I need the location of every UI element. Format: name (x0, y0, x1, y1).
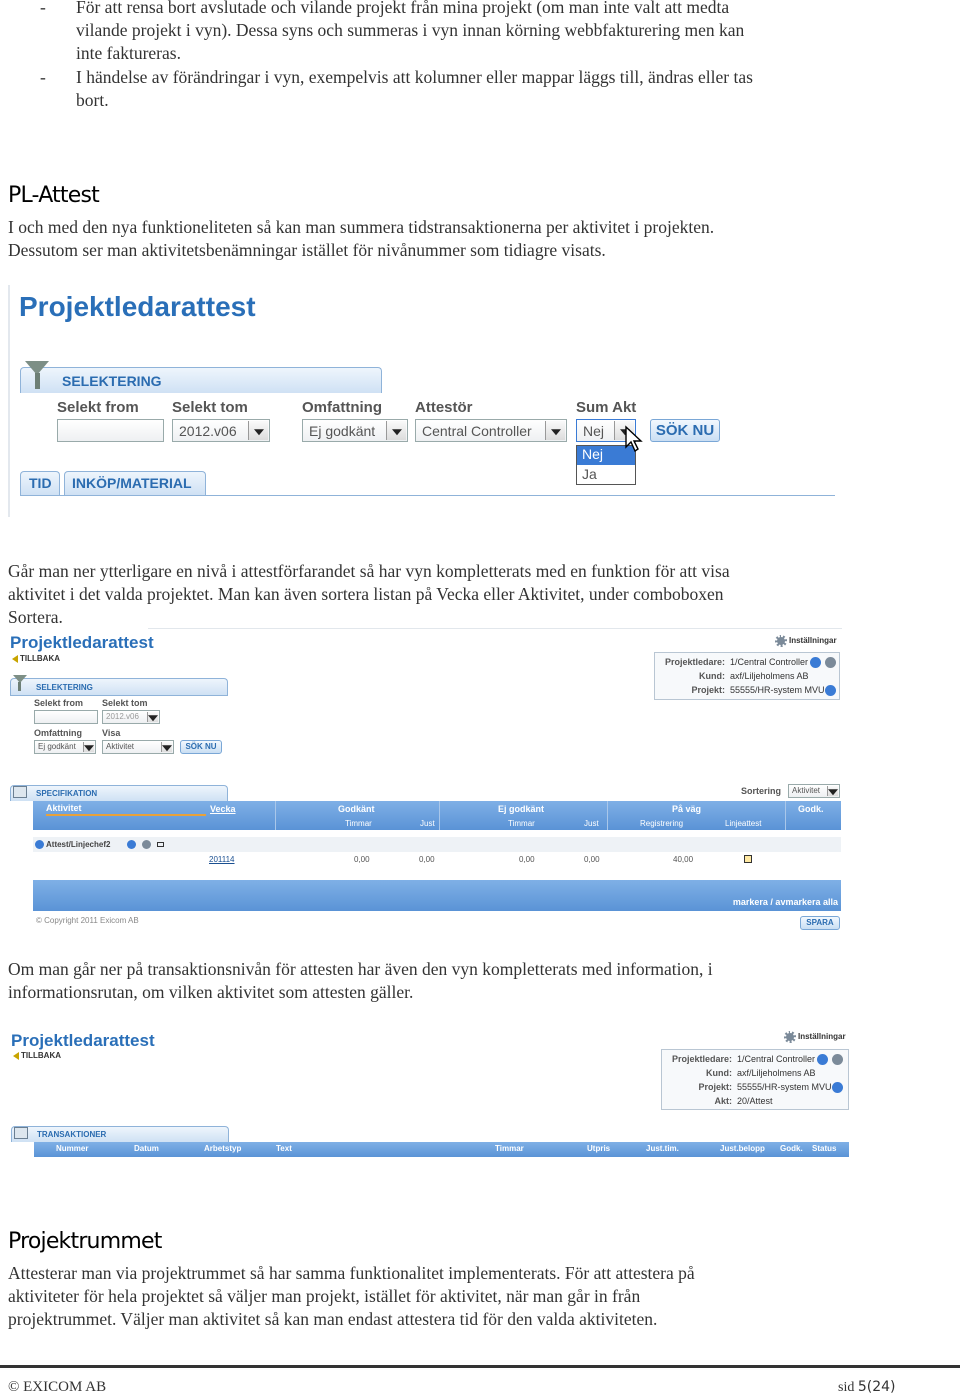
edit-icon[interactable] (744, 855, 752, 863)
paragraph-line: Går man ner ytterligare en nivå i attestförfarandet så har vyn kompletterats med en funktion för att visa (8, 561, 730, 581)
label-selekt-tom: Selekt tom (102, 698, 148, 708)
dropdown-option-nej[interactable]: Nej (577, 446, 635, 465)
settings-link[interactable]: Inställningar (798, 1032, 846, 1041)
info-value: 55555/HR-system MVU (737, 1082, 832, 1092)
row-value: 0,00 (419, 855, 435, 864)
col-nummer[interactable]: Nummer (56, 1144, 89, 1153)
spec-tab-label: SPECIFIKATION (36, 789, 98, 798)
row-value: 0,00 (354, 855, 370, 864)
info-icon[interactable] (832, 1082, 843, 1093)
mail-icon[interactable] (825, 657, 836, 668)
label-omfattning: Omfattning (34, 728, 82, 738)
info-label: Kund: (706, 1068, 732, 1078)
table-icon (13, 786, 27, 798)
col-ej-godkant: Ej godkänt (498, 804, 545, 814)
chevron-down-icon (161, 742, 172, 752)
screenshot-pl-attest (8, 285, 838, 517)
info-value: 1/Central Controller (737, 1054, 816, 1064)
settings-link[interactable]: Inställningar (789, 636, 837, 645)
table-icon (14, 1127, 28, 1139)
selection-tab (10, 678, 228, 695)
screenshot-transaktioner (8, 1024, 850, 1162)
col-godkant: Godkänt (338, 804, 375, 814)
info-value: 55555/HR-system MVU (730, 685, 825, 695)
tab-inkop-material[interactable] (64, 471, 206, 495)
paragraph-line: Attesterar man via projektrummet så har samma funktionalitet implementerats. För att attestera på (8, 1263, 695, 1283)
tab-baseline (20, 495, 835, 496)
frame-edge (8, 285, 10, 517)
label-attestor: Attestör (415, 399, 473, 416)
footer-page-prefix: sid (838, 1380, 855, 1395)
sort-label: Sortering (741, 786, 782, 796)
back-arrow-icon (13, 1052, 19, 1060)
selekt-from-input[interactable] (34, 710, 98, 724)
label-selekt-from: Selekt from (57, 399, 139, 416)
subcol-just: Just (584, 819, 599, 828)
info-label: Projektledare: (671, 1054, 732, 1064)
bullet1-line3: inte faktureras. (76, 43, 181, 63)
phone-icon[interactable] (817, 1054, 828, 1065)
col-datum[interactable]: Datum (134, 1144, 159, 1153)
subcol-linjeattest: Linjeattest (725, 819, 762, 828)
section-heading: PL-Attest (8, 183, 99, 208)
info-icon[interactable] (825, 685, 836, 696)
footer-page (838, 1379, 896, 1396)
selekt-from-input[interactable] (57, 419, 164, 442)
col-utpris[interactable]: Utpris (587, 1144, 611, 1153)
selekt-tom-value: 2012.v06 (106, 712, 139, 721)
phone-icon[interactable] (810, 657, 821, 668)
dropdown-option-ja[interactable]: Ja (582, 466, 597, 482)
mail-icon[interactable] (142, 840, 151, 849)
col-arbetstyp[interactable]: Arbetstyp (204, 1144, 242, 1153)
table-row[interactable] (33, 852, 841, 868)
info-box (654, 652, 840, 700)
info-label: Projekt: (698, 1082, 732, 1092)
col-divider (607, 801, 608, 830)
chevron-down-icon (827, 786, 838, 796)
chevron-down-icon (83, 742, 94, 752)
footer-page-number: 5(24) (857, 1379, 896, 1395)
subcol-timmar: Timmar (345, 819, 372, 828)
chevron-down-icon (248, 421, 268, 440)
paragraph-line: Dessutom ser man aktivitetsbenämningar istället för nivånummer som tidiagre visats. (8, 240, 606, 260)
col-divider (439, 801, 440, 830)
paragraph-line: I och med den nya funktioneliteten så kan man summera tidstransaktionerna per aktivitet i projekten. (8, 217, 715, 237)
info-value: axf/Liljeholmens AB (737, 1068, 816, 1078)
mail-icon[interactable] (832, 1054, 843, 1065)
info-label: Projekt: (691, 685, 725, 695)
paragraph-line: Sortera. (8, 607, 63, 627)
attestor-select[interactable] (415, 419, 567, 442)
subcol-registrering: Registrering (640, 819, 684, 828)
omfattning-value: Ej godkänt (309, 423, 376, 439)
selekt-tom-select[interactable] (172, 419, 270, 442)
info-label: Akt: (714, 1096, 732, 1106)
back-arrow-icon (12, 655, 18, 663)
visa-value: Aktivitet (106, 742, 135, 751)
subcol-just: Just (420, 819, 435, 828)
selection-tab (20, 367, 382, 393)
phone-icon[interactable] (127, 840, 136, 849)
spec-tab (10, 785, 228, 801)
page-title: Projektledarattest (10, 633, 154, 652)
col-vecka[interactable]: Vecka (210, 804, 236, 814)
paragraph-line: Om man går ner på transaktionsnivån för attesten har även den vyn kompletterats med information, i (8, 959, 713, 979)
info-icon (35, 840, 44, 849)
page-title: Projektledarattest (19, 291, 256, 322)
selection-rule (10, 695, 228, 696)
col-just-tim[interactable]: Just.tim. (646, 1144, 679, 1153)
copyright: © Copyright 2011 Exicom AB (36, 916, 139, 925)
paragraph-line: informationsrutan, om vilken aktivitet som attesten gäller. (8, 982, 414, 1002)
search-button[interactable]: SÖK NU (650, 419, 720, 442)
info-value: 20/Attest (737, 1096, 773, 1106)
selection-tab-label: SELEKTERING (36, 683, 93, 692)
back-link[interactable]: TILLBAKA (20, 654, 60, 663)
sort-indicator (46, 814, 206, 816)
info-value: axf/Liljeholmens AB (730, 671, 809, 681)
transactions-header (34, 1142, 849, 1157)
col-divider (785, 801, 786, 830)
col-pa-vag: På väg (672, 804, 702, 814)
paragraph-line: aktivitet i det valda projektet. Man kan även sortera listan på Vecka eller Aktivitet, under comboboxen (8, 584, 724, 604)
info-value: 1/Central Controller (730, 657, 809, 667)
paragraph-line: aktiviteter för hela projektet så väljer man projekt, istället för aktivitet, när man går in från (8, 1286, 641, 1306)
sort-value: Aktivitet (792, 786, 821, 795)
group-label: Attest/Linjechef2 (46, 840, 111, 849)
row-value: 40,00 (673, 855, 694, 864)
attestor-value: Central Controller (422, 423, 532, 439)
back-link[interactable]: TILLBAKA (21, 1051, 61, 1060)
omfattning-value: Ej godkänt (38, 742, 76, 751)
label-visa: Visa (102, 728, 121, 738)
transactions-tab (11, 1126, 229, 1142)
tab-tid-label: TID (29, 475, 52, 491)
expand-icon[interactable] (157, 842, 164, 847)
tab-inkop-label: INKÖP/MATERIAL (72, 475, 192, 491)
save-button[interactable]: SPARA (800, 916, 840, 930)
sum-akt-value: Nej (583, 423, 605, 439)
selekt-tom-select[interactable] (102, 710, 160, 724)
col-godk[interactable]: Godk. (780, 1144, 803, 1153)
bullet2-line1: I händelse av förändringar i vyn, exempelvis att kolumner eller mappar läggs till, ändras eller tas (76, 67, 753, 87)
search-button[interactable]: SÖK NU (180, 740, 222, 754)
table-footer-bar (33, 880, 841, 911)
bullet2-line2: bort. (76, 90, 109, 110)
transactions-tab-label: TRANSAKTIONER (37, 1130, 107, 1139)
paragraph-line: projektrummet. Väljer man aktivitet så kan man endast attestera tid för den valda aktiviteten. (8, 1309, 658, 1329)
gear-icon (775, 635, 787, 647)
row-value: 0,00 (519, 855, 535, 864)
bullet1-line2: vilande projekt i vyn). Dessa syns och summeras i vyn innan körning webbfakturering men kan (76, 20, 745, 40)
chevron-down-icon (545, 421, 565, 440)
footer-company: © EXICOM AB (8, 1379, 107, 1395)
gear-icon (784, 1031, 796, 1043)
tab-tid[interactable] (20, 471, 60, 495)
label-sum-akt: Sum Akt (576, 399, 637, 416)
chevron-down-icon (386, 421, 406, 440)
subcol-timmar: Timmar (508, 819, 535, 828)
chevron-down-icon (147, 712, 158, 722)
label-selekt-from: Selekt from (34, 698, 84, 708)
info-label: Projektledare: (664, 657, 725, 667)
cursor-icon (624, 425, 644, 453)
omfattning-select[interactable] (302, 419, 408, 442)
col-aktivitet[interactable]: Aktivitet (46, 803, 82, 813)
info-box (661, 1049, 849, 1110)
col-divider (275, 801, 276, 830)
col-timmar[interactable]: Timmar (495, 1144, 524, 1153)
omfattning-select[interactable] (34, 740, 96, 754)
visa-select[interactable] (102, 740, 174, 754)
row-value: 0,00 (584, 855, 600, 864)
row-vecka[interactable]: 201114 (209, 855, 235, 864)
screenshot-aktivitet-view (8, 628, 842, 934)
col-status[interactable]: Status (812, 1144, 837, 1153)
selekt-tom-value: 2012.v06 (179, 423, 237, 439)
section-heading: Projektrummet (8, 1229, 162, 1254)
top-rule (148, 628, 842, 629)
selection-tab-label: SELEKTERING (62, 373, 162, 389)
info-label: Kund: (699, 671, 725, 681)
page-title: Projektledarattest (11, 1031, 155, 1050)
bullet-dash: - (40, 67, 46, 87)
sort-select[interactable] (788, 784, 840, 798)
bullet1-line1: För att rensa bort avslutade och vilande projekt från mina projekt (om man inte valt att medta (76, 0, 730, 17)
toggle-all-link[interactable]: markera / avmarkera alla (732, 897, 838, 907)
col-text[interactable]: Text (276, 1144, 292, 1153)
spec-table-header (33, 801, 841, 830)
col-godk: Godk. (798, 804, 824, 814)
label-omfattning: Omfattning (302, 399, 382, 416)
col-just-belopp[interactable]: Just.belopp (720, 1144, 765, 1153)
label-selekt-tom: Selekt tom (172, 399, 248, 416)
footer-rule (0, 1365, 960, 1368)
bullet-dash: - (40, 0, 46, 17)
